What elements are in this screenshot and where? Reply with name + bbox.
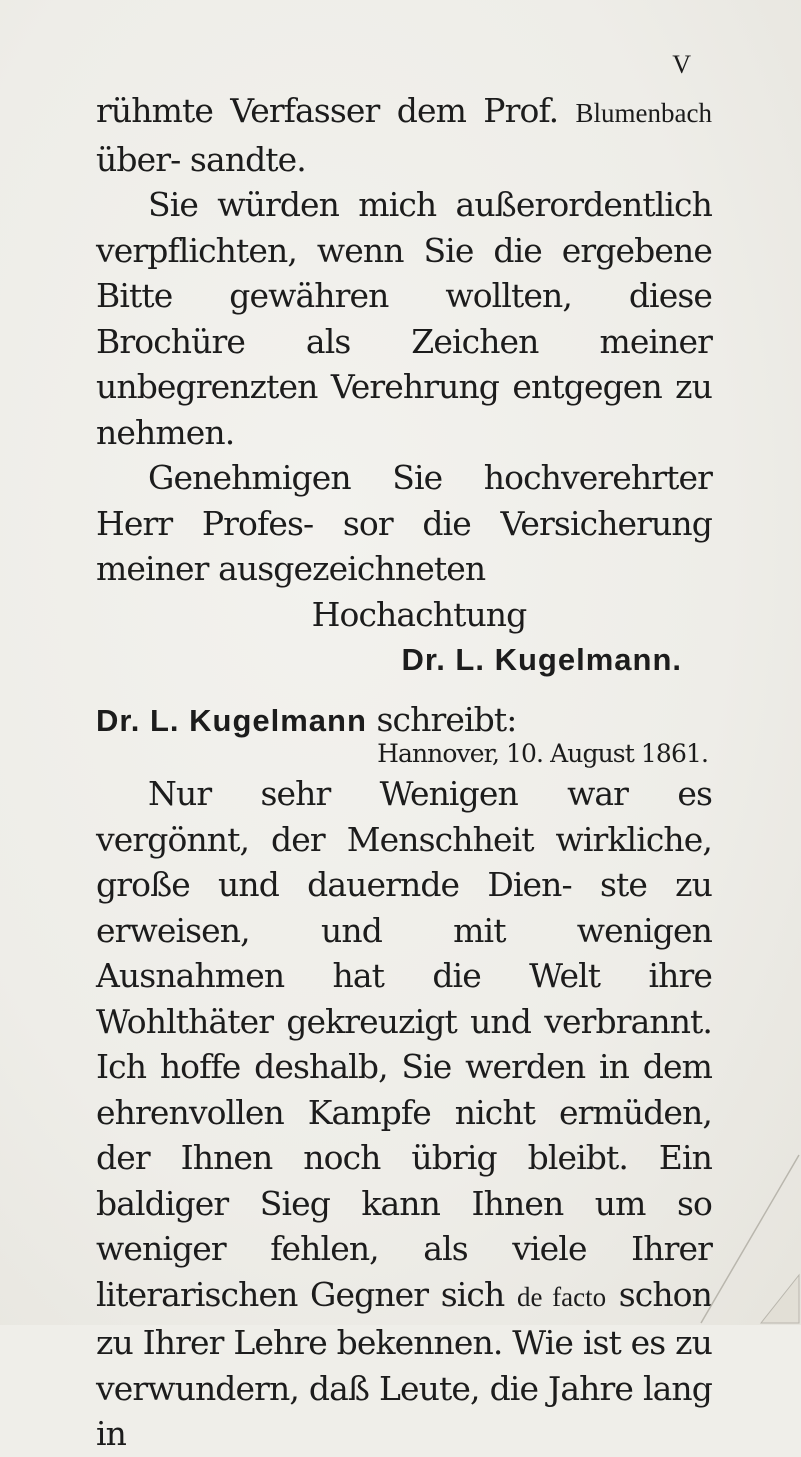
name-blumenbach: Blumenbach xyxy=(575,98,712,128)
text-span: rühmte Verfasser dem Prof. xyxy=(96,91,576,130)
letter-body xyxy=(96,88,712,1457)
page-number: V xyxy=(672,50,691,79)
text-span: schon zu Ihrer Lehre bekennen. Wie ist es zu verwundern, daß Leute, die Jahre lang in xyxy=(96,1274,713,1453)
latin-phrase: de facto xyxy=(516,1281,607,1312)
heading-verb: schreibt: xyxy=(366,699,517,739)
dateline: Hannover, 10. August 1861. xyxy=(377,739,708,768)
paragraph-greeting: Genehmigen Sie hochverehrter Herr Profes- sor die Versicherung meiner ausgezeichneten xyxy=(96,458,712,588)
paragraph-letter2 xyxy=(96,771,712,1457)
signature: Dr. L. Kugelmann. xyxy=(401,642,682,677)
paragraph-request: Sie würden mich außerordentlich verpflichten, wenn Sie die ergebene Bitte gewähren wollten, diese Brochüre als Zeichen meiner unbegrenzten Verehrung entgegen zu nehmen. xyxy=(96,185,712,452)
text-span: Nur sehr Wenigen war es vergönnt, der Menschheit wirkliche, große und dauernde Dien- ste zu erweisen, und mit wenigen Ausnahmen hat die Welt ihre Wohlthäter gekreuzigt und verbrannt. Ich hoffe deshalb, Sie werden in dem ehrenvollen Kampfe nicht ermüden, der Ihnen noch übrig bleibt. Ein baldiger Sieg kann Ihnen um so weniger fehlen, als viele Ihrer literarischen Gegner sich xyxy=(96,774,712,1314)
text-span: über- sandte. xyxy=(96,139,306,179)
heading-name: Dr. L. Kugelmann xyxy=(96,702,367,738)
paragraph-intro xyxy=(96,88,712,182)
paper-fold-mark xyxy=(681,1145,801,1325)
closing-hochachtung: Hochachtung xyxy=(311,594,527,634)
